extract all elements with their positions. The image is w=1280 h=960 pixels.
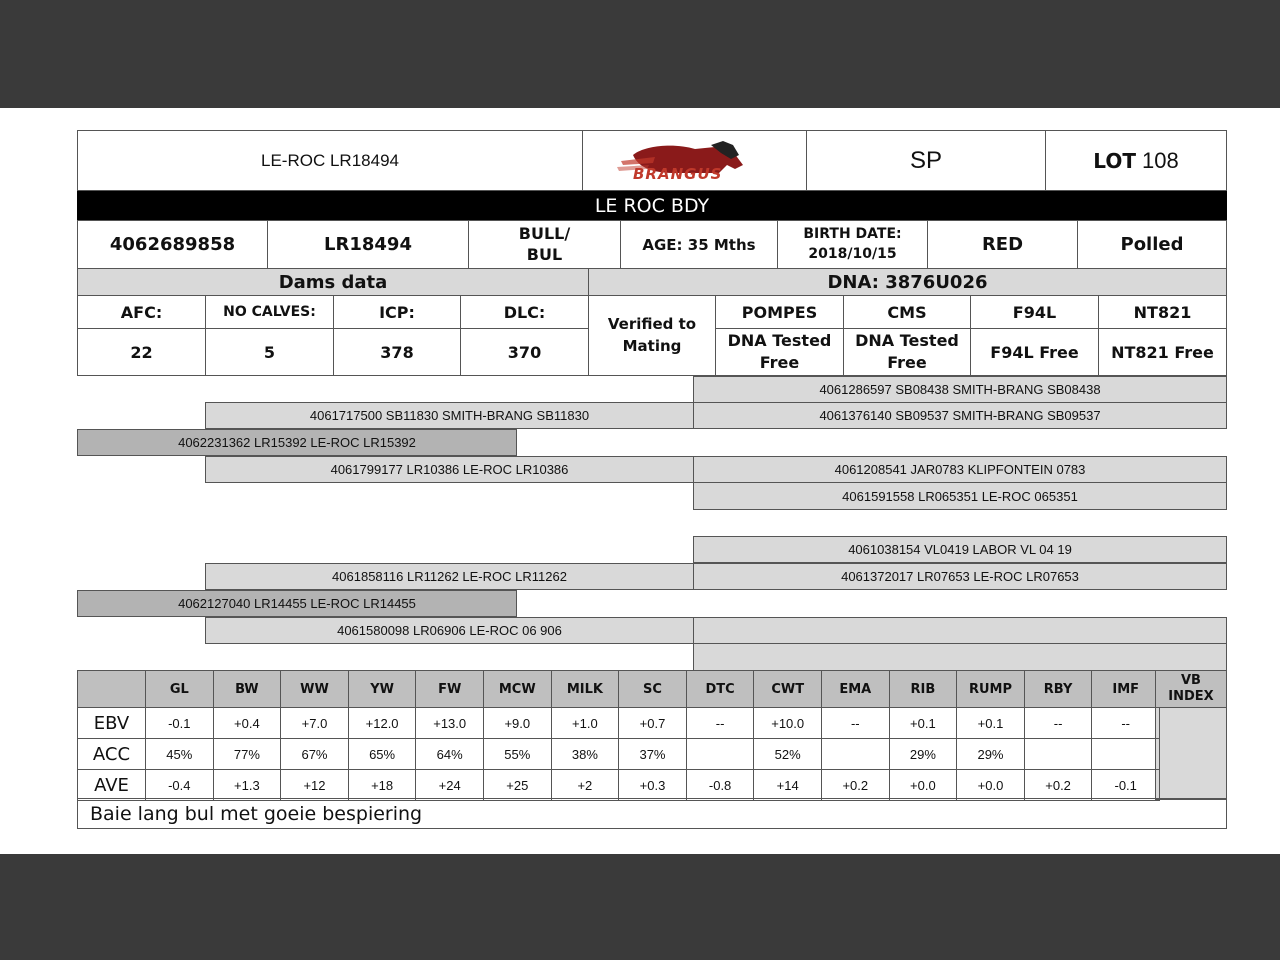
ebv-col-header: BW <box>213 670 282 708</box>
ebv-value-cell: +12 <box>280 769 349 801</box>
ebv-col-header: WW <box>280 670 349 708</box>
ebv-row-label: ACC <box>77 738 146 770</box>
ebv-col-header: GL <box>145 670 214 708</box>
dna-value-line1: DNA Tested <box>727 330 832 350</box>
vb-index-line1: VB <box>1181 672 1201 688</box>
birth-label: BIRTH DATE: <box>803 225 902 242</box>
dams-header-afc: AFC: <box>77 295 206 329</box>
pedigree-dam: 4062127040 LR14455 LE-ROC LR14455 <box>77 590 517 617</box>
lot-number: 108 <box>1141 147 1179 173</box>
dams-section-label: Dams data <box>77 268 589 296</box>
ebv-value-cell: +0.1 <box>956 707 1025 739</box>
ebv-col-header: DTC <box>686 670 755 708</box>
ebv-value-cell: +1.0 <box>551 707 620 739</box>
dna-value-line2: Free <box>759 353 800 372</box>
ebv-value-cell: +9.0 <box>483 707 552 739</box>
pedigree-sire-sire-sire: 4061286597 SB08438 SMITH-BRANG SB08438 <box>693 376 1227 403</box>
pedigree-dam-dam-sire <box>693 617 1227 644</box>
brand-text: BRANGUS <box>633 165 723 183</box>
dna-header-nt821: NT821 <box>1098 295 1227 329</box>
dams-header-no-calves: NO CALVES: <box>205 295 334 329</box>
ebv-value-cell: +0.2 <box>821 769 890 801</box>
ebv-row-label: EBV <box>77 707 146 739</box>
ebv-value-cell: +24 <box>415 769 484 801</box>
dams-value-no-calves: 5 <box>205 328 334 376</box>
ebv-value-cell: +13.0 <box>415 707 484 739</box>
pedigree-dam-sire: 4061858116 LR11262 LE-ROC LR11262 <box>205 563 694 590</box>
lot-sheet <box>0 108 1280 854</box>
lot-label: LOT <box>1093 148 1136 173</box>
sex-line2: BUL <box>526 244 563 264</box>
ebv-col-header: RBY <box>1024 670 1093 708</box>
ebv-col-header: YW <box>348 670 417 708</box>
ebv-value-cell: -- <box>686 707 755 739</box>
birth-date-box <box>777 220 928 269</box>
ebv-value-cell: 45% <box>145 738 214 770</box>
pedigree-dam-dam-dam <box>693 643 1227 671</box>
pedigree-sire-sire-dam: 4061376140 SB09537 SMITH-BRANG SB09537 <box>693 402 1227 429</box>
verified-line1: Verified to <box>607 314 697 333</box>
ebv-value-cell: -0.1 <box>145 707 214 739</box>
ebv-value-cell <box>686 738 755 770</box>
ebv-value-cell: -0.4 <box>145 769 214 801</box>
ebv-value-cell: -- <box>1024 707 1093 739</box>
ebv-value-cell: 52% <box>753 738 822 770</box>
ebv-value-cell: +12.0 <box>348 707 417 739</box>
ebv-value-cell: 29% <box>956 738 1025 770</box>
lot-box <box>1045 130 1227 191</box>
ebv-value-cell: +18 <box>348 769 417 801</box>
color: RED <box>927 220 1078 269</box>
dams-value-dlc: 370 <box>460 328 589 376</box>
sex-line1: BULL/ <box>518 223 571 243</box>
pedigree-sire-dam: 4061799177 LR10386 LE-ROC LR10386 <box>205 456 694 483</box>
status: SP <box>806 130 1046 191</box>
ebv-value-cell: +7.0 <box>280 707 349 739</box>
ebv-value-cell: +0.7 <box>618 707 687 739</box>
ebv-value-cell: 37% <box>618 738 687 770</box>
ebv-value-cell: +1.3 <box>213 769 282 801</box>
ebv-value-cell: 77% <box>213 738 282 770</box>
ebv-col-header: EMA <box>821 670 890 708</box>
ebv-value-cell: +0.0 <box>889 769 958 801</box>
ebv-value-cell <box>1024 738 1093 770</box>
dna-value-f94l: F94L Free <box>970 328 1099 376</box>
ebv-value-cell: 55% <box>483 738 552 770</box>
pedigree-dam-sire-dam: 4061372017 LR07653 LE-ROC LR07653 <box>693 563 1227 590</box>
ebv-table <box>77 670 1227 800</box>
pedigree-dam-dam: 4061580098 LR06906 LE-ROC 06 906 <box>205 617 694 644</box>
ebv-value-cell: -0.1 <box>1091 769 1160 801</box>
pedigree-sire-sire: 4061717500 SB11830 SMITH-BRANG SB11830 <box>205 402 694 429</box>
ebv-corner-cell <box>77 670 146 708</box>
ebv-col-header: CWT <box>753 670 822 708</box>
id-number: 4062689858 <box>77 220 268 269</box>
ebv-value-cell: -- <box>1091 707 1160 739</box>
ebv-value-cell: 67% <box>280 738 349 770</box>
vb-index-header <box>1155 670 1227 708</box>
dams-value-afc: 22 <box>77 328 206 376</box>
pedigree-sire-dam-dam: 4061591558 LR065351 LE-ROC 065351 <box>693 482 1227 510</box>
ebv-value-cell: 64% <box>415 738 484 770</box>
dna-value-line2: Free <box>887 353 927 372</box>
ebv-value-cell: +0.4 <box>213 707 282 739</box>
ebv-value-cell: 38% <box>551 738 620 770</box>
ebv-col-header: FW <box>415 670 484 708</box>
dna-section-label: DNA: 3876U026 <box>588 268 1227 296</box>
ebv-col-header: RIB <box>889 670 958 708</box>
ebv-value-cell: +0.1 <box>889 707 958 739</box>
dna-verified <box>588 295 716 376</box>
dams-header-dlc: DLC: <box>460 295 589 329</box>
ebv-value-cell: +2 <box>551 769 620 801</box>
dams-value-icp: 378 <box>333 328 461 376</box>
comment: Baie lang bul met goeie bespiering <box>77 798 1227 829</box>
ebv-value-cell: +25 <box>483 769 552 801</box>
dams-header-icp: ICP: <box>333 295 461 329</box>
ebv-col-header: SC <box>618 670 687 708</box>
birth-date: 2018/10/15 <box>808 245 897 262</box>
dna-header-cms: CMS <box>843 295 971 329</box>
ebv-value-cell: -0.8 <box>686 769 755 801</box>
page-title: LE ROC BDY <box>77 191 1227 221</box>
ebv-col-header: IMF <box>1091 670 1160 708</box>
verified-line2: Mating <box>622 336 682 355</box>
horn-status: Polled <box>1077 220 1227 269</box>
dna-value-line1: DNA Tested <box>855 330 959 350</box>
ebv-value-cell: 65% <box>348 738 417 770</box>
ebv-value-cell: -- <box>821 707 890 739</box>
ebv-value-cell: +0.2 <box>1024 769 1093 801</box>
vb-index-line2: INDEX <box>1168 689 1214 704</box>
ebv-value-cell: +10.0 <box>753 707 822 739</box>
dna-header-pompes: POMPES <box>715 295 844 329</box>
dna-value-nt821: NT821 Free <box>1098 328 1227 376</box>
ebv-col-header: MILK <box>551 670 620 708</box>
ebv-value-cell: +14 <box>753 769 822 801</box>
ebv-value-cell: +0.3 <box>618 769 687 801</box>
animal-name: LE-ROC LR18494 <box>77 130 583 191</box>
age: AGE: 35 Mths <box>620 220 778 269</box>
ebv-value-cell <box>1091 738 1160 770</box>
ebv-value-cell <box>821 738 890 770</box>
brangus-logo <box>582 130 807 191</box>
dna-header-f94l: F94L <box>970 295 1099 329</box>
ebv-col-header: RUMP <box>956 670 1025 708</box>
pedigree-dam-sire-sire: 4061038154 VL0419 LABOR VL 04 19 <box>693 536 1227 563</box>
ebv-value-cell: 29% <box>889 738 958 770</box>
vb-index-value <box>1155 707 1227 800</box>
ebv-row-label: AVE <box>77 769 146 801</box>
reg-code: LR18494 <box>267 220 469 269</box>
pedigree-sire: 4062231362 LR15392 LE-ROC LR15392 <box>77 429 517 456</box>
ebv-col-header: MCW <box>483 670 552 708</box>
ebv-value-cell: +0.0 <box>956 769 1025 801</box>
sex <box>468 220 621 269</box>
pedigree-sire-dam-sire: 4061208541 JAR0783 KLIPFONTEIN 0783 <box>693 456 1227 483</box>
dna-value-pompes <box>715 328 844 376</box>
dna-value-cms <box>843 328 971 376</box>
